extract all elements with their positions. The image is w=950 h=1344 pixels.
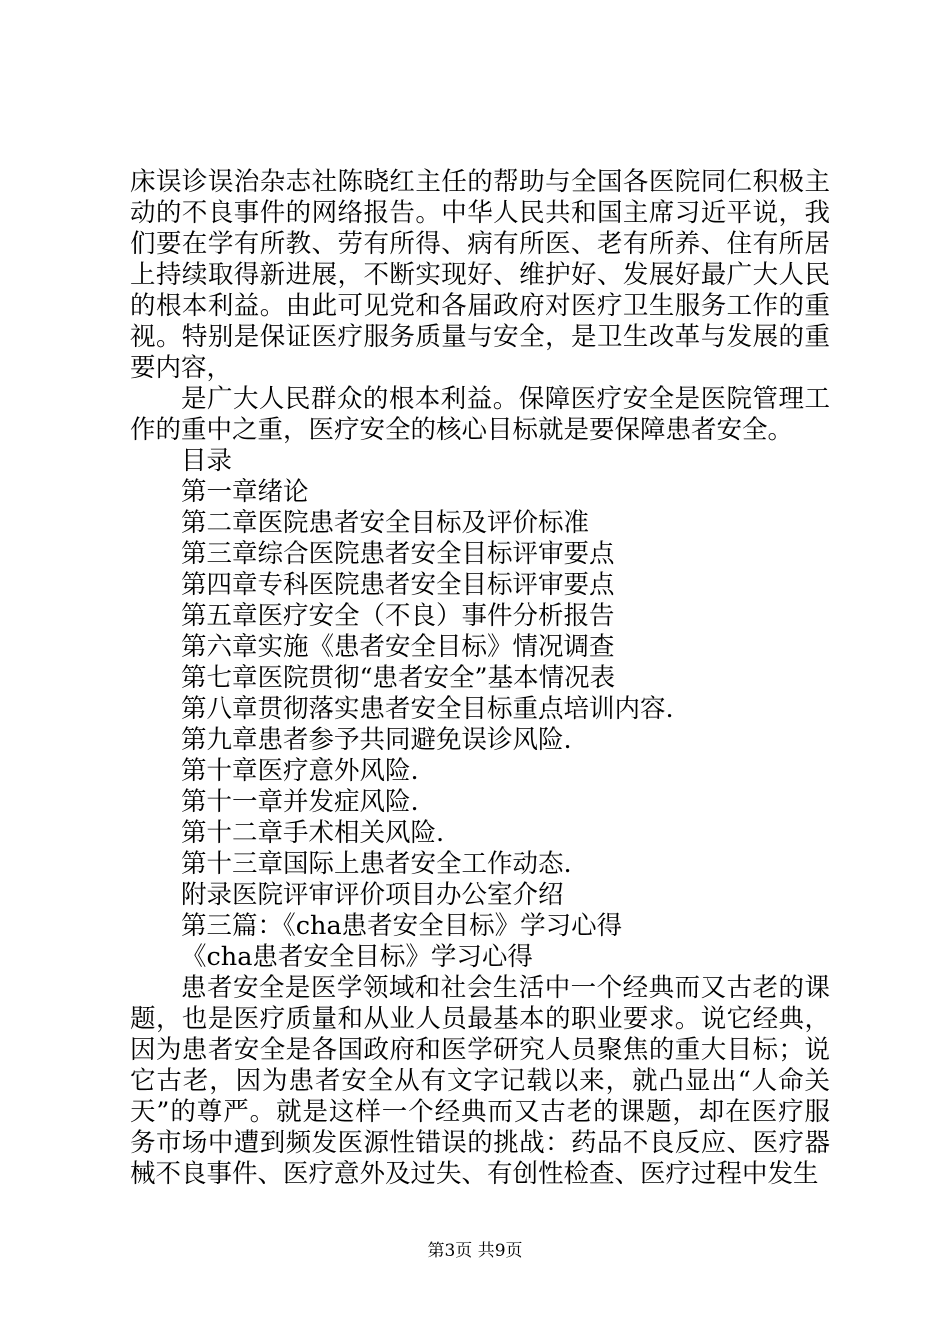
toc-item: 第十一章并发症风险. (181, 787, 419, 817)
toc-item: 第九章患者参予共同避免误诊风险. (181, 725, 572, 755)
toc-list (130, 477, 830, 911)
toc-heading: 目录 (181, 446, 233, 476)
section-heading: 第三篇：《cha患者安全目标》学习心得 (181, 911, 623, 941)
document-body (130, 167, 830, 1190)
toc-item: 第五章医疗安全（不良）事件分析报告 (181, 601, 615, 631)
page-footer: 第3页 共9页 (427, 1241, 523, 1261)
section-subheading: 《cha患者安全目标》学习心得 (181, 942, 533, 972)
paragraph-2: 是广大人民群众的根本利益。保障医疗安全是医院管理工作的重中之重，医疗安全的核心目标就是要保障患者安全。 (130, 384, 830, 445)
toc-item: 第三章综合医院患者安全目标评审要点 (181, 539, 615, 569)
section-body-paragraph: 患者安全是医学领域和社会生活中一个经典而又古老的课题，也是医疗质量和从业人员最基本的职业要求。说它经典，因为患者安全是各国政府和医学研究人员聚焦的重大目标；说它古老，因为患者安全从有文字记载以来，就凸显出“人命关天”的尊严。就是这样一个经典而又古老的课题，却在医疗服务市场中遭到频发医源性错误的挑战：药品不良反应、医疗器械不良事件、医疗意外及过失、有创性检查、医疗过程中发生 (130, 973, 830, 1189)
toc-item: 第四章专科医院患者安全目标评审要点 (181, 570, 615, 600)
toc-item: 第六章实施《患者安全目标》情况调查 (181, 632, 615, 662)
toc-item: 附录医院评审评价项目办公室介绍 (181, 880, 564, 910)
toc-item: 第十二章手术相关风险. (181, 818, 445, 848)
toc-item: 第二章医院患者安全目标及评价标准 (181, 508, 590, 538)
toc-item: 第八章贯彻落实患者安全目标重点培训内容. (181, 694, 674, 724)
toc-item: 第七章医院贯彻“患者安全”基本情况表 (181, 663, 616, 693)
paragraph-1: 床误诊误治杂志社陈晓红主任的帮助与全国各医院同仁积极主动的不良事件的网络报告。中华人民共和国主席习近平说，我们要在学有所教、劳有所得、病有所医、老有所养、住有所居上持续取得新进展，不断实现好、维护好、发展好最广大人民的根本利益。由此可见党和各届政府对医疗卫生服务工作的重视。特别是保证医疗服务质量与安全，是卫生改革与发展的重要内容， (130, 167, 830, 383)
toc-item: 第十章医疗意外风险. (181, 756, 419, 786)
toc-item: 第十三章国际上患者安全工作动态. (181, 849, 572, 879)
toc-item: 第一章绪论 (181, 477, 309, 507)
